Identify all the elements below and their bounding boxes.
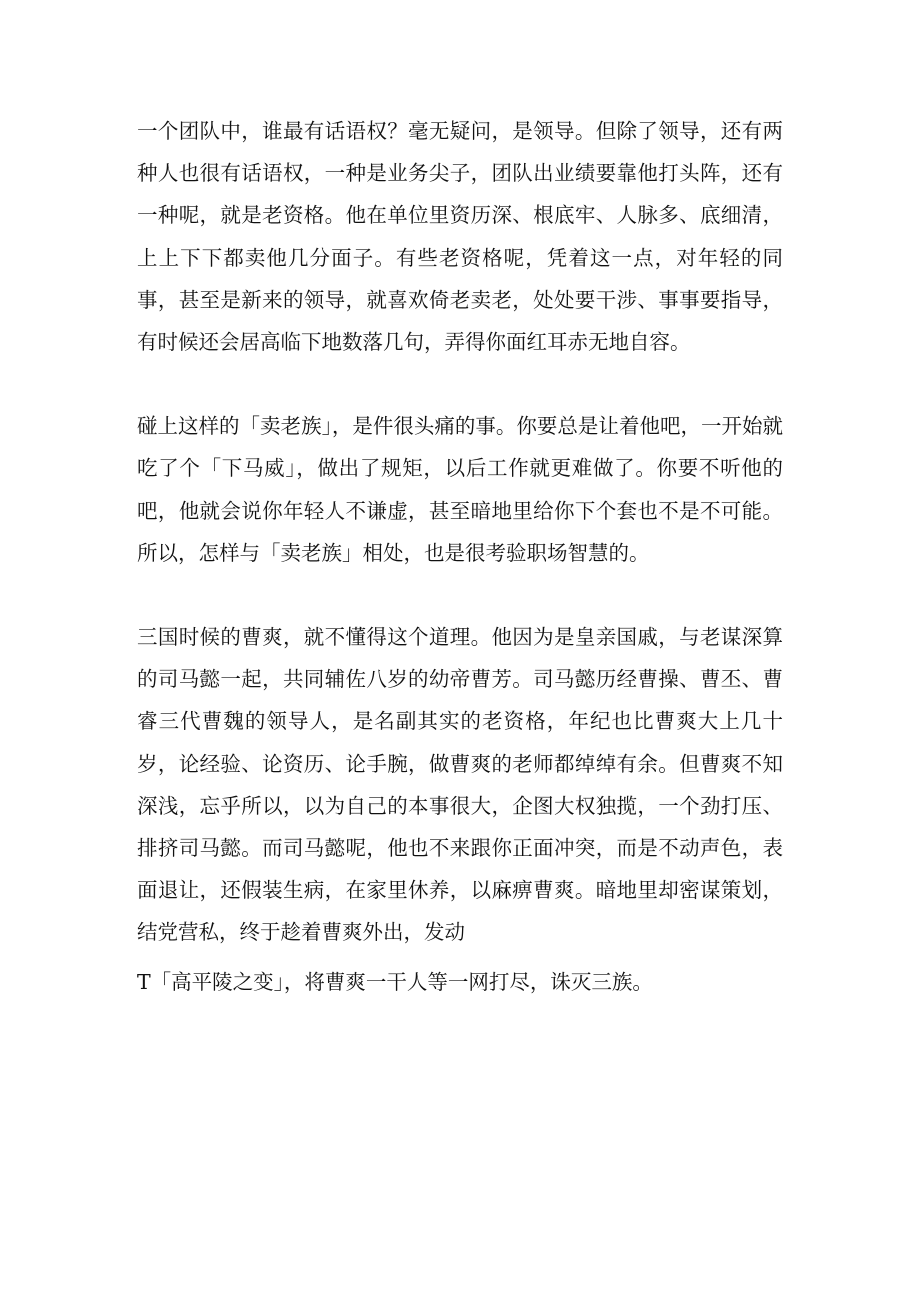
paragraph-1: 一个团队中，谁最有话语权？毫无疑问，是领导。但除了领导，还有两种人也很有话语权，一种是业务尖子，团队出业绩要靠他打头阵，还有一种呢，就是老资格。他在单位里资历深、根底牢、人脉多、底细清，上上下下都卖他几分面子。有些老资格呢，凭着这一点，对年轻的同事，甚至是新来的领导，就喜欢倚老卖老，处处要干涉、事事要指导，有时候还会居高临下地数落几句，弄得你面红耳赤无地自容。 [137,119,783,355]
paragraph-continuation: T「高平陵之变」，将曹爽一干人等一网打尽，诛灭三族。 [137,969,653,994]
paragraph-3: 三国时候的曹爽，就不懂得这个道理。他因为是皇亲国戚，与老谋深算的司马懿一起，共同辅佐八岁的幼帝曹芳。司马懿历经曹操、曹丕、曹睿三代曹魏的领导人，是名副其实的老资格，年纪也比曹爽大上几十岁，论经验、论资历、论手腕，做曹爽的老师都绰绰有余。但曹爽不知深浅，忘乎所以，以为自己的本事很大，企图大权独揽，一个劲打压、排挤司马懿。而司马懿呢，他也不来跟你正面冲突，而是不动声色，表面退让，还假装生病，在家里休养，以麻痹曹爽。暗地里却密谋策划，结党营私，终于趁着曹爽外出，发动 [137,625,783,945]
document-body [137,110,783,1003]
paragraph-2: 碰上这样的「卖老族」，是件很头痛的事。你要总是让着他吧，一开始就吃了个「下马威」，做出了规矩，以后工作就更难做了。你要不听他的吧，他就会说你年轻人不谦虚，甚至暗地里给你下个套也不是不可能。所以，怎样与「卖老族」相处，也是很考验职场智慧的。 [137,414,783,565]
